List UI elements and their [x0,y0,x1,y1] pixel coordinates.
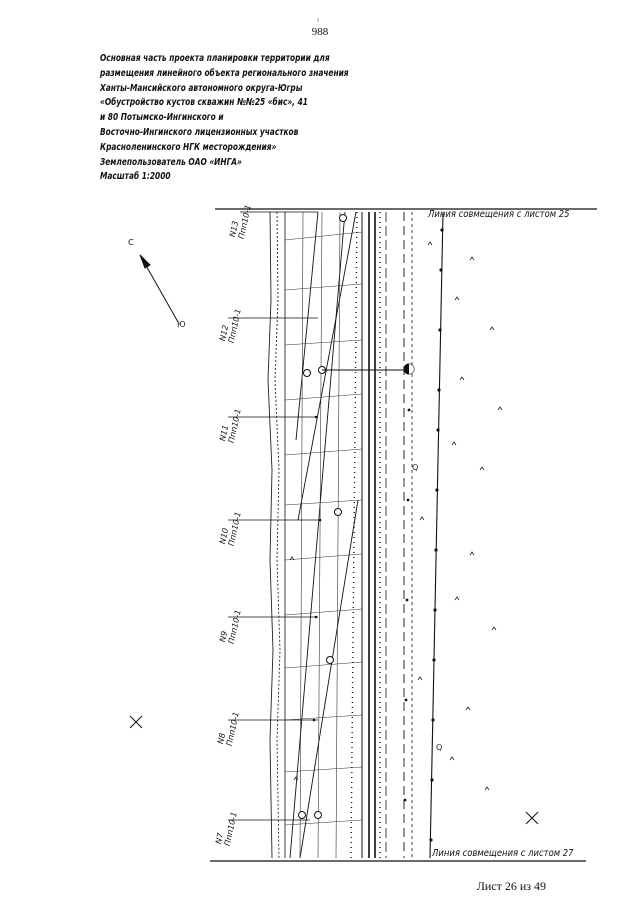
picket-sub: Ппп10-1 [224,710,241,747]
picket-sub: Ппп10-1 [226,307,243,344]
match-line-bottom-label: Линия совмещения с листом 27 [432,848,574,859]
picket-sub: Ппп10-1 [222,810,239,847]
picket-name: N8 [216,732,228,745]
svg-text:Q: Q [412,463,419,472]
compass-south-label: Ю [177,320,186,329]
block-grid [285,212,362,858]
picket-name: N9 [218,630,230,643]
picket-sub: Ппп10-1 [236,203,253,240]
header-line: «Обустройство кустов скважин №№25 «бис», 41 [100,97,308,109]
sheet-label: Лист 26 из 49 [476,879,546,893]
picket-sub: Ппп10-1 [226,407,243,444]
picket-name: N10 [218,527,231,545]
header-line: Масштаб 1:2000 [100,171,171,183]
picket-sub: Ппп10-1 [226,608,243,645]
picket-name: N12 [218,324,231,342]
header-line: и 80 Потымско-Ингинского и [100,112,224,124]
header-line: Восточно-Ингинского лицензионных участков [100,126,299,138]
picket-name: N7 [214,832,226,845]
header-line: размещения линейного объекта регионального значения [100,67,349,79]
terrain-boundary [268,212,280,858]
header-line: Красноленинского НГК месторождения» [100,141,277,153]
vegetation-marks [290,242,502,790]
compass-north-label: С [128,238,134,247]
cross-marks [130,716,538,824]
picket-name: N13 [228,220,241,238]
picket-sub: Ппп10-1 [226,510,243,547]
page-number: 988 [311,26,329,38]
compass-arrow [140,255,178,322]
match-line-top-label: Линия совмещения с листом 25 [428,209,570,220]
valve-symbol-half [409,364,414,374]
header-line: Ханты-Мансийского автономного округа-Югры [100,82,303,94]
header-line: Землепользователь ОАО «ИНГА» [100,156,242,168]
route-dots [313,228,444,841]
header-line: Основная часть проекта планировки территории для [100,53,330,64]
svg-text:Q: Q [436,743,443,752]
picket-name: N11 [218,424,231,442]
